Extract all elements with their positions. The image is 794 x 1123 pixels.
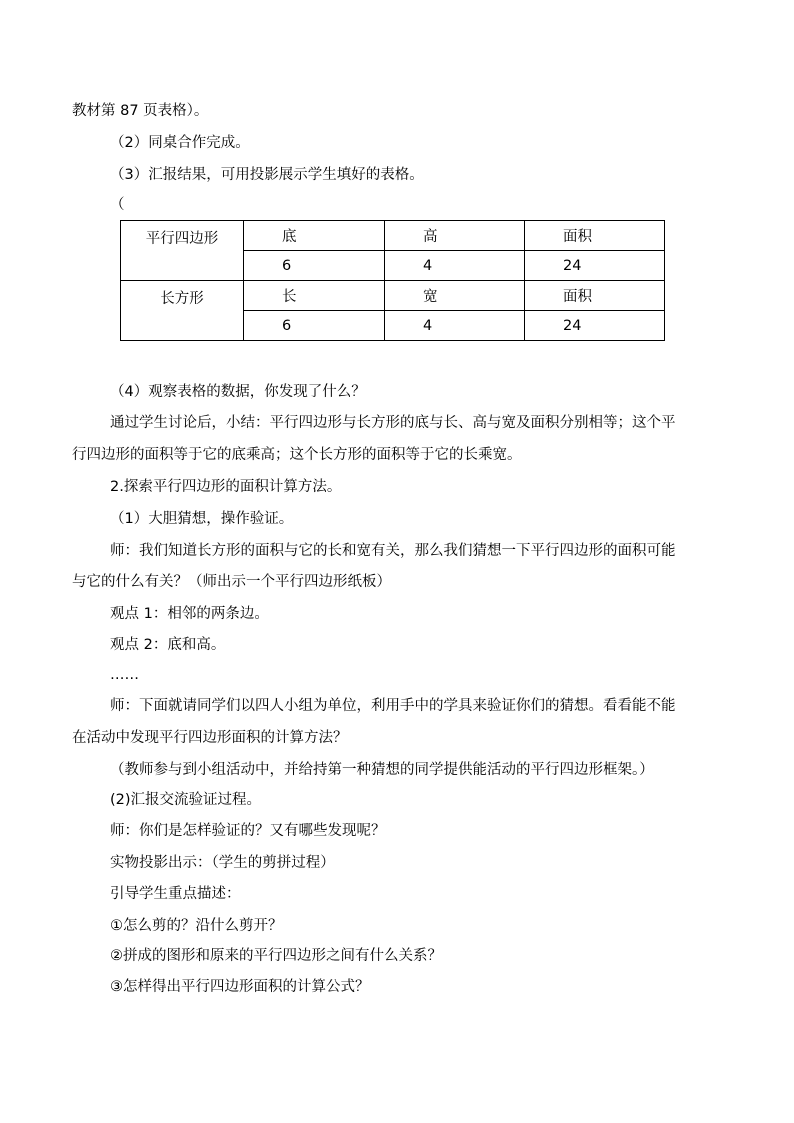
text-line: （4）观察表格的数据，你发现了什么？ [110, 384, 366, 400]
text-line: ①怎么剪的？沿什么剪开？ [110, 918, 283, 934]
text-line: 观点 2：底和高。 [110, 637, 226, 653]
text-line: 2.探索平行四边形的面积计算方法。 [110, 479, 342, 495]
text-line: 实物投影出示：（学生的剪拼过程） [110, 855, 335, 871]
text-line: （1）大胆猜想，操作验证。 [110, 511, 294, 527]
comparison-table [120, 220, 665, 341]
header-cell-base: 底 [244, 221, 385, 251]
text-line: （教师参与到小组活动中，并给持第一种猜想的同学提供能活动的平行四边形框架。） [110, 762, 654, 778]
shape-label-rectangle: 长方形 [121, 281, 244, 341]
value-cell-base: 6 [244, 251, 385, 281]
value-cell-area: 24 [525, 311, 665, 341]
text-line: 通过学生讨论后，小结：平行四边形与长方形的底与长、高与宽及面积分别相等；这个平 [110, 415, 676, 431]
text-line: 观点 1：相邻的两条边。 [110, 606, 269, 622]
value-cell-height: 4 [385, 251, 525, 281]
text-line: 引导学生重点描述： [110, 886, 241, 902]
text-line: 教材第 87 页表格）。 [72, 103, 209, 119]
value-cell-length: 6 [244, 311, 385, 341]
text-line: （ [110, 197, 125, 213]
text-line: 师：我们知道长方形的面积与它的长和宽有关，那么我们猜想一下平行四边形的面积可能 [110, 543, 676, 559]
text-line: ③怎样得出平行四边形面积的计算公式？ [110, 979, 370, 995]
text-line: ②拼成的图形和原来的平行四边形之间有什么关系？ [110, 948, 442, 964]
header-cell-area: 面积 [525, 281, 665, 311]
value-cell-width: 4 [385, 311, 525, 341]
text-line: 与它的什么有关？（师出示一个平行四边形纸板） [72, 574, 391, 590]
text-line: (2)汇报交流验证过程。 [110, 792, 262, 808]
shape-label-parallelogram: 平行四边形 [121, 221, 244, 281]
text-line: 行四边形的面积等于它的底乘高；这个长方形的面积等于它的长乘宽。 [72, 447, 522, 463]
text-line: （2）同桌合作完成。 [110, 135, 250, 151]
header-cell-length: 长 [244, 281, 385, 311]
header-cell-area: 面积 [525, 221, 665, 251]
table-row [121, 281, 665, 311]
header-cell-width: 宽 [385, 281, 525, 311]
header-cell-height: 高 [385, 221, 525, 251]
text-line: 师：下面就请同学们以四人小组为单位，利用手中的学具来验证你们的猜想。看看能不能 [110, 698, 676, 714]
value-cell-area: 24 [525, 251, 665, 281]
text-line: …… [110, 667, 139, 683]
table-row [121, 221, 665, 251]
text-line: 在活动中发现平行四边形面积的计算方法？ [72, 730, 348, 746]
text-line: 师：你们是怎样验证的？又有哪些发现呢？ [110, 823, 386, 839]
text-line: （3）汇报结果，可用投影展示学生填好的表格。 [110, 167, 424, 183]
